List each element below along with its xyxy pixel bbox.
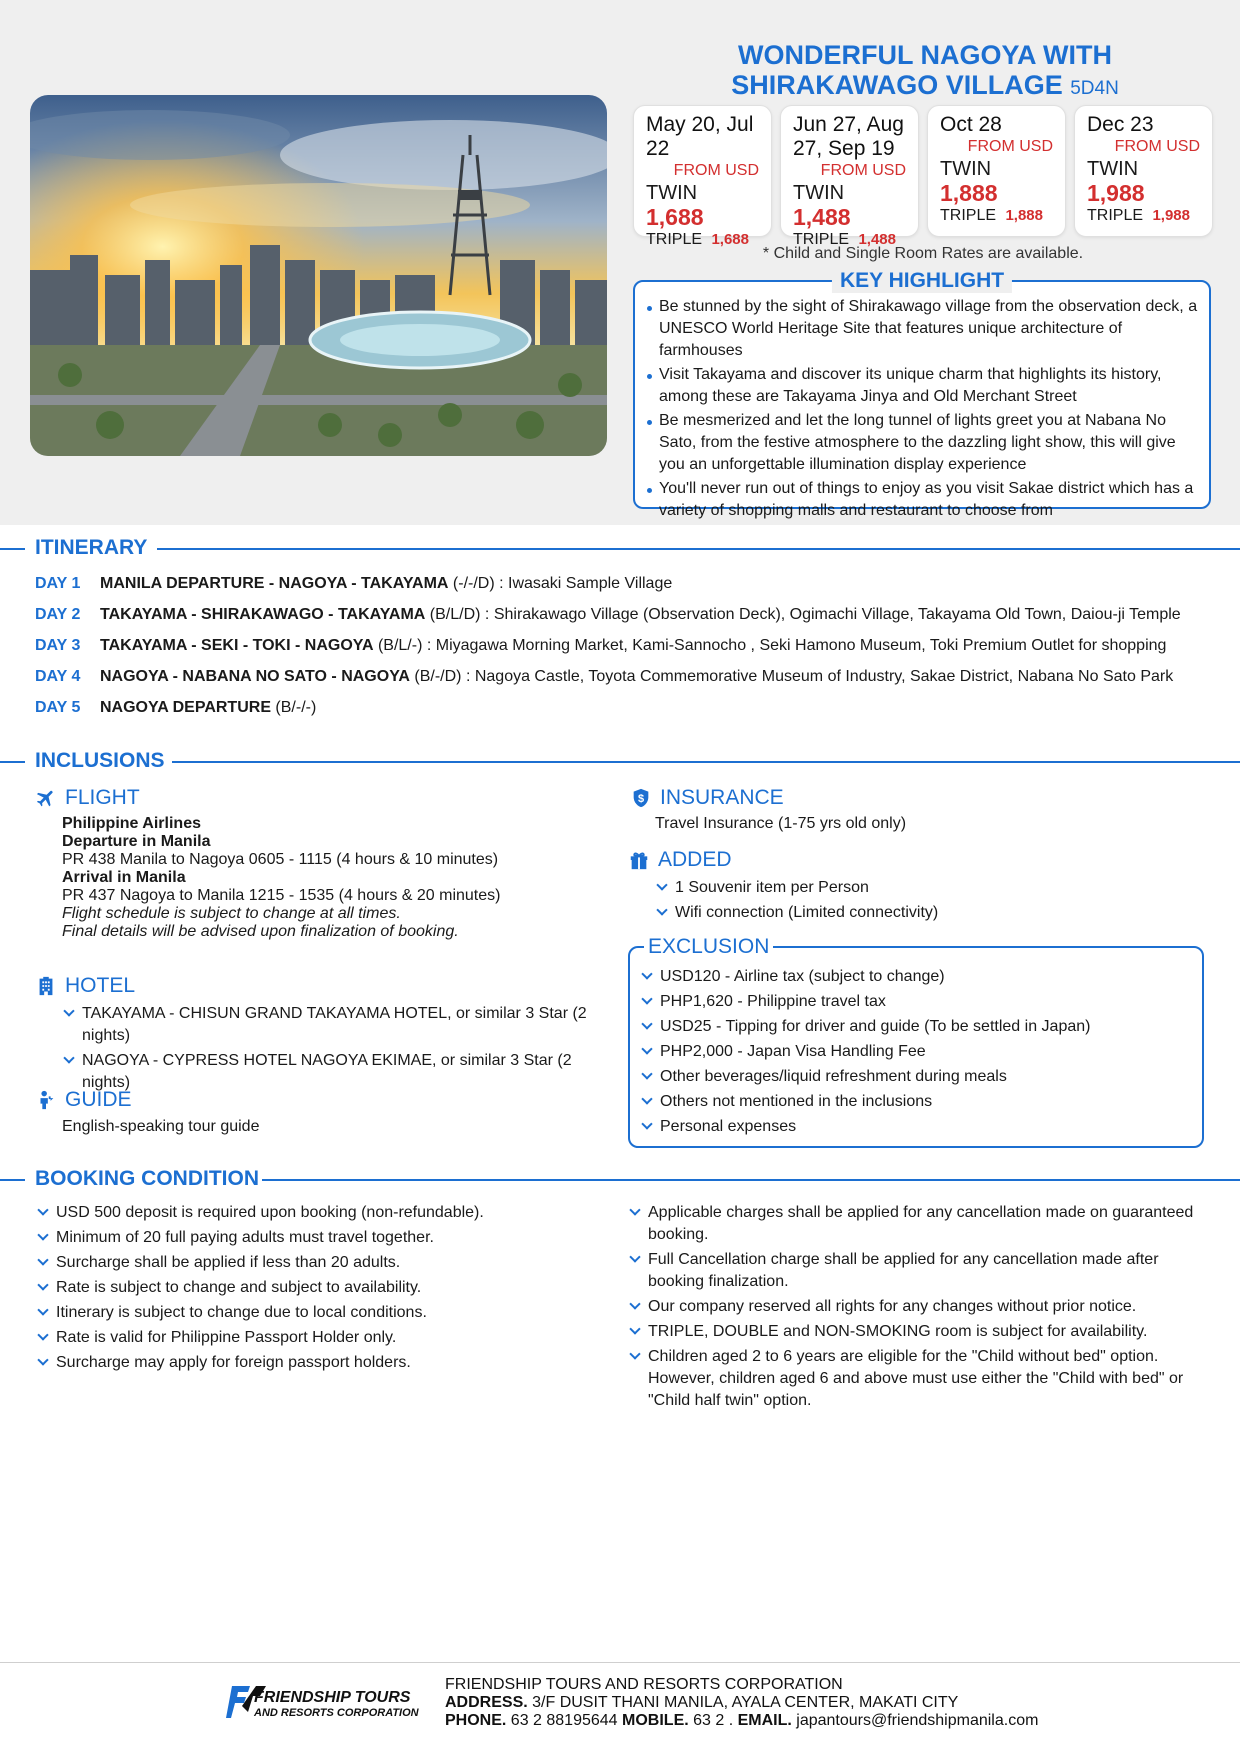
booking-item: Rate is valid for Philippine Passport Holder only.: [36, 1327, 616, 1349]
exclusion-item: Personal expenses: [640, 1116, 1190, 1138]
highlight-item: Be mesmerized and let the long tunnel of lights greet you at Nabana No Sato, from the festive atmosphere to the dazzling light show, this will give you an unforgettable illumination display experience: [647, 410, 1199, 476]
tour-guide-icon: [35, 1089, 57, 1111]
from-usd-label: FROM USD: [1114, 138, 1200, 155]
highlight-item: Visit Takayama and discover its unique charm that highlights its history, among these are Takayama Jinya and Old Merchant Street: [647, 364, 1199, 408]
from-usd-label: FROM USD: [673, 162, 759, 179]
itinerary-heading: ITINERARY: [35, 536, 148, 559]
itinerary-day: [35, 667, 1225, 698]
email-link[interactable]: japantours@friendshipmanila.com: [791, 1712, 1039, 1729]
day-details: (B/L/D) : Shirakawago Village (Observation Deck), Ogimachi Village, Takayama Old Town, Daiou-ji Temple: [425, 606, 1181, 623]
inclusions-heading: INCLUSIONS: [35, 749, 165, 772]
twin-price: 1,688: [646, 204, 704, 230]
highlight-item: You'll never run out of things to enjoy as you visit Sakae district which has a variety of shopping malls and restaurant to choose from: [647, 478, 1199, 522]
booking-heading: BOOKING CONDITION: [35, 1167, 259, 1190]
itinerary-list: [35, 574, 1225, 729]
day-route: TAKAYAMA - SHIRAKAWAGO - TAKAYAMA: [100, 606, 426, 623]
flight-title: FLIGHT: [65, 786, 140, 809]
booking-item: Full Cancellation charge shall be applied for any cancellation made after booking finalization.: [628, 1249, 1198, 1293]
insurance-title: INSURANCE: [660, 786, 784, 809]
from-usd-label: FROM USD: [967, 138, 1053, 155]
key-highlight-box: [633, 269, 1211, 519]
flight-note: Final details will be advised upon finalization of booking.: [62, 923, 459, 940]
triple-label: TRIPLE: [793, 231, 850, 248]
exclusion-item: PHP1,620 - Philippine travel tax: [640, 991, 1190, 1013]
flight-note: Flight schedule is subject to change at all times.: [62, 905, 401, 922]
booking-item: Surcharge shall be applied if less than 20 adults.: [36, 1252, 616, 1274]
booking-item: Rate is subject to change and subject to availability.: [36, 1277, 616, 1299]
twin-price: 1,988: [1087, 180, 1145, 206]
twin-price: 1,488: [793, 204, 851, 230]
booking-item: Children aged 2 to 6 years are eligible for the "Child without bed" option. However, children aged 6 and above must use either the "Child with bed" or "Child half twin" option.: [628, 1346, 1198, 1412]
guide-header: [35, 1088, 132, 1112]
departure-dates: Oct 28: [940, 113, 1002, 136]
exclusion-title: EXCLUSION: [644, 935, 773, 959]
insurance-text: Travel Insurance (1-75 yrs old only): [655, 815, 907, 832]
itinerary-day: [35, 605, 1225, 636]
header-rule: [0, 761, 25, 763]
key-highlight-title: KEY HIGHLIGHT: [832, 269, 1012, 293]
hotel-building-icon: [35, 975, 57, 997]
day-route: TAKAYAMA - SEKI - TOKI - NAGOYA: [100, 637, 374, 654]
booking-item: USD 500 deposit is required upon booking (non-refundable).: [36, 1202, 616, 1224]
day-label: DAY 4: [35, 668, 81, 685]
added-header: [628, 848, 732, 872]
exclusion-item: Others not mentioned in the inclusions: [640, 1091, 1190, 1113]
departure-dates: Jun 27, Aug 27, Sep 19: [793, 113, 904, 160]
booking-item: Minimum of 20 full paying adults must travel together.: [36, 1227, 616, 1249]
dollar-shield-icon: [630, 787, 652, 809]
from-usd-label: FROM USD: [820, 162, 906, 179]
company-name: FRIENDSHIP TOURS AND RESORTS CORPORATION: [445, 1676, 843, 1693]
key-highlight-list: [635, 282, 1209, 522]
footer-contact: [445, 1676, 1038, 1730]
child-rates-note: * Child and Single Room Rates are available.: [762, 245, 1084, 262]
booking-header: [0, 1166, 1240, 1192]
twin-label: TWIN: [940, 158, 992, 180]
header-rule: [172, 761, 1240, 763]
day-label: DAY 5: [35, 699, 81, 716]
day-details: (B/L/-) : Miyagawa Morning Market, Kami-Sannocho , Seki Hamono Museum, Toki Premium Outlet for shopping: [373, 637, 1167, 654]
svg-text:$: $: [637, 793, 645, 806]
highlight-item: Be stunned by the sight of Shirakawago village from the observation deck, a UNESCO World Heritage Site that features unique architecture of farmhouses: [647, 296, 1199, 362]
hotel-item: NAGOYA - CYPRESS HOTEL NAGOYA EKIMAE, or similar 3 Star (2 nights): [62, 1050, 622, 1094]
departure-dates: May 20, Jul 22: [646, 113, 754, 160]
departure-dates: Dec 23: [1087, 113, 1154, 136]
booking-list-left: [36, 1202, 616, 1377]
mobile-label: MOBILE.: [622, 1712, 689, 1729]
exclusion-box: [628, 935, 1204, 1148]
price-card: [633, 105, 772, 248]
airplane-icon: [35, 787, 57, 809]
phone-label: PHONE.: [445, 1712, 507, 1729]
booking-item: Itinerary is subject to change due to local conditions.: [36, 1302, 616, 1324]
day-details: (B/-/D) : Nagoya Castle, Toyota Commemorative Museum of Industry, Sakae District, Nabana No Sato Park: [409, 668, 1174, 685]
guide-title: GUIDE: [65, 1088, 132, 1111]
price-cards: [633, 105, 1213, 248]
gift-icon: [628, 849, 650, 871]
triple-label: TRIPLE: [1087, 207, 1144, 224]
company-logo: [226, 1682, 422, 1722]
mobile-value: 63 2 .: [688, 1712, 738, 1729]
twin-label: TWIN: [646, 182, 698, 204]
insurance-header: [630, 786, 784, 810]
day-route: NAGOYA - NABANA NO SATO - NAGOYA: [100, 668, 410, 685]
tour-title: [630, 40, 1220, 104]
email-label: EMAIL.: [737, 1712, 792, 1729]
day-details: (-/-/D) : Iwasaki Sample Village: [448, 575, 673, 592]
booking-item: Applicable charges shall be applied for any cancellation made on guaranteed booking.: [628, 1202, 1198, 1246]
day-route: MANILA DEPARTURE - NAGOYA - TAKAYAMA: [100, 575, 449, 592]
twin-price: 1,888: [940, 180, 998, 206]
price-card: [927, 105, 1066, 237]
header-rule: [0, 1179, 25, 1181]
day-label: DAY 3: [35, 637, 81, 654]
booking-item: Our company reserved all rights for any changes without prior notice.: [628, 1296, 1198, 1318]
added-item: Wifi connection (Limited connectivity): [655, 902, 1195, 924]
day-route: NAGOYA DEPARTURE: [100, 699, 271, 716]
exclusion-item: PHP2,000 - Japan Visa Handling Fee: [640, 1041, 1190, 1063]
price-card: [780, 105, 919, 248]
itinerary-day: [35, 574, 1225, 605]
booking-list-right: [628, 1202, 1198, 1415]
header-rule: [157, 548, 1240, 550]
triple-price: 1,988: [1152, 207, 1190, 224]
header-rule: [262, 1179, 1240, 1181]
triple-price: 1,488: [858, 231, 896, 248]
logo-text-line2: AND RESORTS CORPORATION: [254, 1707, 419, 1719]
footer-divider: [0, 1662, 1240, 1663]
arrival-label: Arrival in Manila: [62, 869, 186, 886]
hotel-list: [62, 1003, 622, 1097]
title-line1: WONDERFUL NAGOYA WITH: [738, 40, 1112, 70]
hotel-title: HOTEL: [65, 974, 136, 997]
exclusion-list: [640, 966, 1190, 1141]
phone-value: 63 2 88195644: [506, 1712, 623, 1729]
triple-label: TRIPLE: [646, 231, 703, 248]
exclusion-item: USD120 - Airline tax (subject to change): [640, 966, 1190, 988]
triple-label: TRIPLE: [940, 207, 997, 224]
price-card: [1074, 105, 1213, 237]
departure-flight: PR 438 Manila to Nagoya 0605 - 1115 (4 hours & 10 minutes): [62, 851, 499, 868]
tour-duration: 5D4N: [1070, 78, 1119, 99]
triple-price: 1,888: [1005, 207, 1043, 224]
flight-details: [62, 815, 500, 941]
added-item: 1 Souvenir item per Person: [655, 877, 1195, 899]
airline-name: Philippine Airlines: [62, 815, 201, 832]
twin-label: TWIN: [1087, 158, 1139, 180]
header-rule: [0, 548, 25, 550]
hotel-item: TAKAYAMA - CHISUN GRAND TAKAYAMA HOTEL, or similar 3 Star (2 nights): [62, 1003, 622, 1047]
triple-price: 1,688: [711, 231, 749, 248]
exclusion-item: USD25 - Tipping for driver and guide (To be settled in Japan): [640, 1016, 1190, 1038]
address-value: 3/F DUSIT THANI MANILA, AYALA CENTER, MAKATI CITY: [527, 1694, 959, 1711]
itinerary-header: [0, 535, 1240, 561]
address-label: ADDRESS.: [445, 1694, 528, 1711]
itinerary-day: [35, 698, 1225, 729]
hotel-header: [35, 974, 135, 998]
itinerary-day: [35, 636, 1225, 667]
added-title: ADDED: [658, 848, 732, 871]
nagoya-city-photo: [30, 95, 607, 456]
inclusions-header: [0, 748, 1240, 774]
added-list: [655, 877, 1195, 927]
guide-text: English-speaking tour guide: [62, 1118, 260, 1135]
departure-label: Departure in Manila: [62, 833, 211, 850]
day-label: DAY 2: [35, 606, 81, 623]
day-details: (B/-/-): [270, 699, 317, 716]
day-label: DAY 1: [35, 575, 81, 592]
flight-header: [35, 786, 140, 810]
booking-item: Surcharge may apply for foreign passport holders.: [36, 1352, 616, 1374]
twin-label: TWIN: [793, 182, 845, 204]
booking-item: TRIPLE, DOUBLE and NON-SMOKING room is subject for availability.: [628, 1321, 1198, 1343]
title-line2: SHIRAKAWAGO VILLAGE: [731, 70, 1063, 100]
exclusion-item: Other beverages/liquid refreshment during meals: [640, 1066, 1190, 1088]
logo-text-line1: FRIENDSHIP TOURS: [254, 1689, 411, 1706]
arrival-flight: PR 437 Nagoya to Manila 1215 - 1535 (4 hours & 20 minutes): [62, 887, 501, 904]
